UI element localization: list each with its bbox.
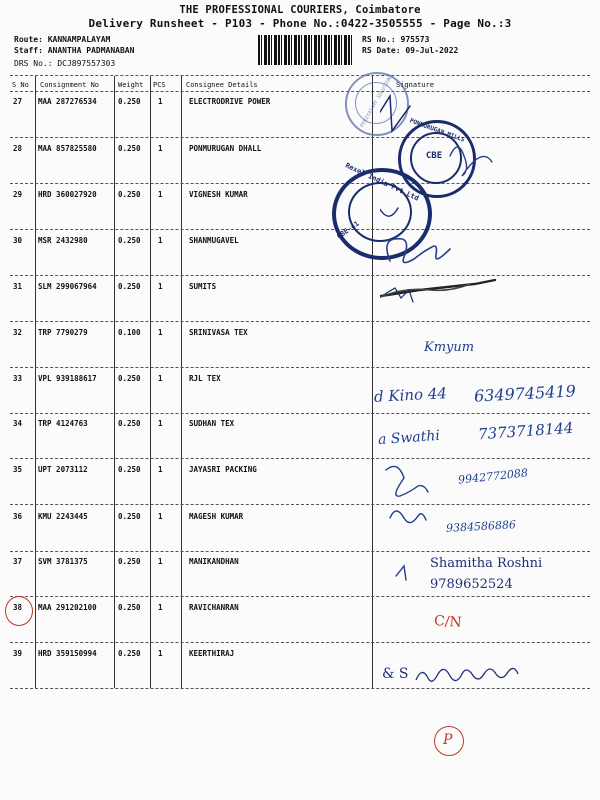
row-weight: 0.250: [118, 465, 141, 474]
handwritten-name: a Swathi: [377, 427, 441, 449]
handwritten-phone: 9384586886: [445, 518, 517, 535]
row-pcs: 1: [158, 649, 163, 658]
row-weight: 0.100: [118, 328, 141, 337]
row-consignment: SLM 299067964: [38, 282, 97, 291]
row-sno: 35: [13, 465, 23, 474]
col-consignee: Consignee Details: [186, 81, 258, 89]
row-pcs: 1: [158, 328, 163, 337]
corner-mark-text: P: [443, 732, 453, 748]
rs-number: RS No.: 975573: [362, 35, 430, 44]
drs-label: DRS No.: DCJ897557303: [14, 59, 116, 68]
tamil-signature-scribble: [412, 664, 542, 688]
col-consignment: Consignment No: [40, 81, 100, 89]
handwritten-name: & S: [382, 666, 409, 682]
row-sno: 29: [13, 190, 23, 199]
handwritten-phone: 6349745419: [473, 381, 577, 406]
row-weight: 0.250: [118, 557, 141, 566]
row-divider: [10, 642, 590, 643]
row-pcs: 1: [158, 282, 163, 291]
table-bottom-rule: [10, 688, 590, 689]
row-sno: 39: [13, 649, 23, 658]
handwritten-name: Shamitha Roshni: [430, 556, 543, 571]
stamp-center-text: CBE-41: [335, 219, 361, 241]
row-consignment: HRD 359150994: [38, 649, 97, 658]
row-sno: 32: [13, 328, 23, 337]
row-weight: 0.250: [118, 374, 141, 383]
table-row: [0, 328, 600, 348]
handwritten-phone: 9789652524: [430, 577, 513, 592]
row-consignee: RJL TEX: [189, 374, 221, 383]
col-weight: Weight: [118, 81, 144, 89]
row-weight: 0.250: [118, 97, 141, 106]
row-sno: 38: [13, 603, 23, 612]
row-consignee: MANIKANDHAN: [189, 557, 239, 566]
rs-date: RS Date: 09-Jul-2022: [362, 46, 459, 55]
handwritten-phone: 9942772088: [457, 466, 529, 487]
stamp-ring-text: PONMURUGAN MILLS: [408, 117, 466, 144]
row-sno: 28: [13, 144, 23, 153]
row-pcs: 1: [158, 97, 163, 106]
row-consignment: MAA 857825580: [38, 144, 97, 153]
row-pcs: 1: [158, 419, 163, 428]
row-divider: [10, 413, 590, 414]
col-pcs: PCS: [153, 81, 166, 89]
row-pcs: 1: [158, 603, 163, 612]
row-pcs: 1: [158, 190, 163, 199]
row-consignee: KEERTHIRAJ: [189, 649, 235, 658]
row-consignment: TRP 7790279: [38, 328, 88, 337]
col-signature: Signature: [396, 81, 434, 89]
runsheet-title: Delivery Runsheet - P103 - Phone No.:0422-3505555 - Page No.:3: [88, 17, 512, 30]
row-weight: 0.250: [118, 512, 141, 521]
col-sno: S No: [12, 81, 29, 89]
row-consignee: VIGNESH KUMAR: [189, 190, 248, 199]
row-consignment: MSR 2432980: [38, 236, 88, 245]
row-consignee: SUMITS: [189, 282, 217, 291]
row-weight: 0.250: [118, 282, 141, 291]
row-pcs: 1: [158, 557, 163, 566]
row-sno: 33: [13, 374, 23, 383]
handwritten-signature: Kmyum: [424, 340, 475, 355]
red-circle-mark: [5, 596, 33, 626]
seal-text: PERIYASAMY SOLUTIONS: [359, 73, 395, 129]
row-sno: 27: [13, 97, 23, 106]
stamp-ring-text: Rexel India Pvt Ltd: [344, 161, 420, 203]
row-consignment: UPT 2073112: [38, 465, 88, 474]
row-consignee: ELECTRODRIVE POWER: [189, 97, 271, 106]
row-consignment: MAA 287276534: [38, 97, 97, 106]
row-consignment: SVM 3781375: [38, 557, 88, 566]
row-weight: 0.250: [118, 603, 141, 612]
row-consignment: MAA 291202100: [38, 603, 97, 612]
row-sno: 31: [13, 282, 23, 291]
row-sno: 30: [13, 236, 23, 245]
row-pcs: 1: [158, 374, 163, 383]
row-consignee: SHANMUGAVEL: [189, 236, 239, 245]
row-sno: 34: [13, 419, 23, 428]
handwritten-name: d Kino 44: [373, 384, 448, 406]
row-consignment: VPL 939188617: [38, 374, 97, 383]
row-weight: 0.250: [118, 236, 141, 245]
row-consignee: SRINIVASA TEX: [189, 328, 248, 337]
row-divider: [10, 367, 590, 368]
company-title: THE PROFESSIONAL COURIERS, Coimbatore: [179, 4, 421, 16]
stamp-center-text: CBE: [425, 151, 443, 161]
row-consignee: SUDHAN TEX: [189, 419, 235, 428]
handwritten-phone: 7373718144: [477, 418, 574, 444]
row-weight: 0.250: [118, 649, 141, 658]
row-pcs: 1: [158, 236, 163, 245]
row-pcs: 1: [158, 144, 163, 153]
row-consignee: PONMURUGAN DHALL: [189, 144, 262, 153]
barcode: [258, 35, 354, 65]
staff-label: Staff: ANANTHA PADMANABAN: [14, 46, 135, 55]
row-consignment: TRP 4124763: [38, 419, 88, 428]
row-sno: 36: [13, 512, 23, 521]
row-consignee: MAGESH KUMAR: [189, 512, 244, 521]
row-weight: 0.250: [118, 419, 141, 428]
row-weight: 0.250: [118, 144, 141, 153]
row-consignee: RAVICHANRAN: [189, 603, 239, 612]
row-sno: 37: [13, 557, 23, 566]
row-consignment: KMU 2243445: [38, 512, 88, 521]
row-pcs: 1: [158, 465, 163, 474]
row-pcs: 1: [158, 512, 163, 521]
row-consignment: HRD 360027920: [38, 190, 97, 199]
red-circle-mark: [434, 726, 464, 756]
row-consignee: JAYASRI PACKING: [189, 465, 257, 474]
route-label: Route: KANNAMPALAYAM: [14, 35, 111, 44]
handwritten-note: C/N: [433, 613, 463, 631]
signature-scribbles-lower: [376, 460, 576, 640]
signature-scribbles: [380, 36, 580, 326]
row-divider: [10, 458, 590, 459]
row-weight: 0.250: [118, 190, 141, 199]
